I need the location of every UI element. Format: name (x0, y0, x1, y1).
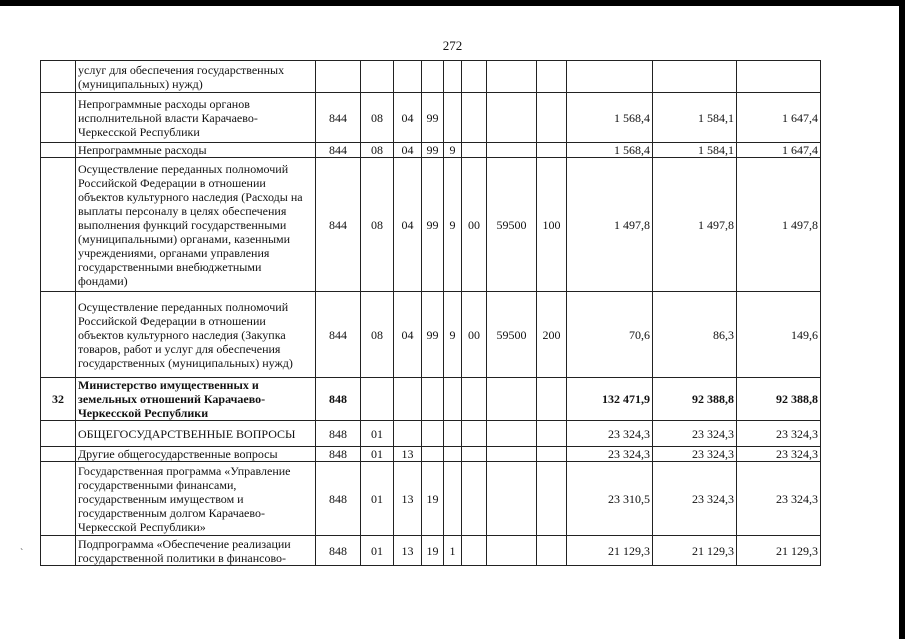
row-amount-year-2: 21 129,3 (653, 536, 737, 566)
row-ved-code: 848 (316, 447, 361, 462)
row-subsection-code: 04 (394, 93, 422, 143)
row-amount-year-2: 23 324,3 (653, 462, 737, 536)
row-target-code-subprogram: 1 (444, 536, 462, 566)
row-expense-type-code (537, 143, 567, 158)
row-number: 32 (41, 378, 76, 421)
table-row (41, 421, 821, 447)
row-subsection-code (394, 61, 422, 93)
table-row (41, 462, 821, 536)
row-ved-code (316, 61, 361, 93)
row-amount-year-3: 149,6 (737, 292, 821, 378)
row-number (41, 292, 76, 378)
row-subsection-code: 13 (394, 462, 422, 536)
row-amount-year-3: 1 647,4 (737, 143, 821, 158)
row-amount-year-2: 23 324,3 (653, 421, 737, 447)
row-section-code: 08 (361, 158, 394, 292)
row-target-code-direction (487, 447, 537, 462)
row-number (41, 143, 76, 158)
row-amount-year-1: 1 568,4 (567, 93, 653, 143)
row-target-code-subprogram (444, 61, 462, 93)
row-amount-year-2: 86,3 (653, 292, 737, 378)
row-amount-year-3: 23 324,3 (737, 421, 821, 447)
table-row (41, 143, 821, 158)
row-amount-year-2: 23 324,3 (653, 447, 737, 462)
row-ved-code: 844 (316, 158, 361, 292)
row-amount-year-2 (653, 61, 737, 93)
row-name: ОБЩЕГОСУДАРСТВЕННЫЕ ВОПРОСЫ (76, 421, 316, 447)
row-target-code-direction: 59500 (487, 158, 537, 292)
row-name: Непрограммные расходы органов исполнительной власти Карачаево-Черкесской Республики (76, 93, 316, 143)
row-target-code-program: 99 (422, 143, 444, 158)
row-expense-type-code (537, 61, 567, 93)
row-target-code-measure (462, 421, 487, 447)
row-target-code-program: 99 (422, 93, 444, 143)
row-name: Непрограммные расходы (76, 143, 316, 158)
row-target-code-direction (487, 93, 537, 143)
row-amount-year-1 (567, 61, 653, 93)
row-target-code-subprogram (444, 93, 462, 143)
page-number: 272 (442, 38, 463, 53)
row-target-code-program: 19 (422, 462, 444, 536)
row-target-code-measure (462, 447, 487, 462)
row-target-code-program: 99 (422, 292, 444, 378)
row-section-code: 01 (361, 536, 394, 566)
row-amount-year-1: 23 324,3 (567, 421, 653, 447)
row-amount-year-1: 1 568,4 (567, 143, 653, 158)
row-target-code-direction (487, 61, 537, 93)
row-number (41, 447, 76, 462)
row-target-code-subprogram: 9 (444, 158, 462, 292)
row-target-code-subprogram (444, 378, 462, 421)
row-name: Подпрограмма «Обеспечение реализации государственной политики в финансово- (76, 536, 316, 566)
row-subsection-code: 04 (394, 158, 422, 292)
row-name: Министерство имущественных и земельных отношений Карачаево-Черкесской Республики (76, 378, 316, 421)
row-amount-year-2: 1 584,1 (653, 93, 737, 143)
table-row (41, 158, 821, 292)
row-target-code-measure (462, 378, 487, 421)
row-name: Осуществление переданных полномочий Российской Федерации в отношении объектов культурного наследия (Закупка товаров, работ и услуг для обеспечения государственных (муниципальных) нужд) (76, 292, 316, 378)
row-target-code-direction (487, 462, 537, 536)
row-subsection-code: 04 (394, 292, 422, 378)
table-row (41, 93, 821, 143)
table-row (41, 536, 821, 566)
row-amount-year-1: 23 324,3 (567, 447, 653, 462)
scan-edge-top (0, 0, 905, 6)
row-expense-type-code (537, 93, 567, 143)
row-section-code: 01 (361, 447, 394, 462)
row-amount-year-3: 1 647,4 (737, 93, 821, 143)
row-amount-year-2: 1 497,8 (653, 158, 737, 292)
row-target-code-measure (462, 93, 487, 143)
row-expense-type-code (537, 462, 567, 536)
row-target-code-program: 99 (422, 158, 444, 292)
row-section-code: 08 (361, 93, 394, 143)
row-amount-year-3: 92 388,8 (737, 378, 821, 421)
row-name: услуг для обеспечения государственных (муниципальных) нужд) (76, 61, 316, 93)
row-target-code-direction: 59500 (487, 292, 537, 378)
row-target-code-measure (462, 143, 487, 158)
row-subsection-code: 13 (394, 447, 422, 462)
row-number (41, 93, 76, 143)
row-target-code-program (422, 421, 444, 447)
row-subsection-code: 13 (394, 536, 422, 566)
row-target-code-direction (487, 536, 537, 566)
row-name: Осуществление переданных полномочий Российской Федерации в отношении объектов культурного наследия (Расходы на выплаты персоналу в целях обеспечения выполнения функций государственными (муниципальными) органами, казенными учреждениями, органами управления государственными внебюджетными фондами) (76, 158, 316, 292)
row-subsection-code (394, 378, 422, 421)
row-amount-year-3: 1 497,8 (737, 158, 821, 292)
row-expense-type-code (537, 536, 567, 566)
budget-table-body (41, 61, 821, 566)
table-row (41, 378, 821, 421)
row-target-code-program (422, 447, 444, 462)
row-target-code-subprogram (444, 421, 462, 447)
row-target-code-subprogram (444, 447, 462, 462)
row-name: Другие общегосударственные вопросы (76, 447, 316, 462)
row-target-code-measure (462, 536, 487, 566)
row-target-code-measure: 00 (462, 158, 487, 292)
row-ved-code: 848 (316, 462, 361, 536)
row-target-code-program: 19 (422, 536, 444, 566)
row-amount-year-1: 21 129,3 (567, 536, 653, 566)
row-target-code-subprogram (444, 462, 462, 536)
table-row (41, 447, 821, 462)
row-target-code-subprogram: 9 (444, 292, 462, 378)
row-number (41, 61, 76, 93)
table-row (41, 61, 821, 93)
row-target-code-measure (462, 61, 487, 93)
row-amount-year-1: 132 471,9 (567, 378, 653, 421)
row-target-code-measure: 00 (462, 292, 487, 378)
row-expense-type-code: 100 (537, 158, 567, 292)
row-expense-type-code: 200 (537, 292, 567, 378)
row-amount-year-1: 23 310,5 (567, 462, 653, 536)
row-ved-code: 844 (316, 143, 361, 158)
row-target-code-program (422, 61, 444, 93)
scan-edge-right (899, 0, 905, 639)
row-target-code-direction (487, 421, 537, 447)
row-amount-year-2: 1 584,1 (653, 143, 737, 158)
row-amount-year-3: 23 324,3 (737, 447, 821, 462)
row-ved-code: 848 (316, 378, 361, 421)
row-number (41, 536, 76, 566)
row-number (41, 421, 76, 447)
row-section-code: 08 (361, 143, 394, 158)
row-number (41, 158, 76, 292)
row-amount-year-3: 23 324,3 (737, 462, 821, 536)
row-expense-type-code (537, 421, 567, 447)
row-target-code-program (422, 378, 444, 421)
row-section-code (361, 378, 394, 421)
row-section-code: 01 (361, 462, 394, 536)
row-section-code: 08 (361, 292, 394, 378)
row-target-code-direction (487, 143, 537, 158)
row-section-code (361, 61, 394, 93)
row-number (41, 462, 76, 536)
scan-mark: ` (20, 548, 24, 559)
row-amount-year-1: 70,6 (567, 292, 653, 378)
row-amount-year-2: 92 388,8 (653, 378, 737, 421)
row-amount-year-3 (737, 61, 821, 93)
row-ved-code: 848 (316, 421, 361, 447)
row-amount-year-1: 1 497,8 (567, 158, 653, 292)
row-ved-code: 848 (316, 536, 361, 566)
row-expense-type-code (537, 447, 567, 462)
row-subsection-code (394, 421, 422, 447)
row-target-code-direction (487, 378, 537, 421)
budget-table (40, 60, 821, 566)
row-section-code: 01 (361, 421, 394, 447)
table-row (41, 292, 821, 378)
row-ved-code: 844 (316, 93, 361, 143)
row-ved-code: 844 (316, 292, 361, 378)
row-target-code-measure (462, 462, 487, 536)
row-amount-year-3: 21 129,3 (737, 536, 821, 566)
row-name: Государственная программа «Управление государственными финансами, государственным имуществом и государственным долгом Карачаево-Черкесской Республики» (76, 462, 316, 536)
row-target-code-subprogram: 9 (444, 143, 462, 158)
row-subsection-code: 04 (394, 143, 422, 158)
row-expense-type-code (537, 378, 567, 421)
